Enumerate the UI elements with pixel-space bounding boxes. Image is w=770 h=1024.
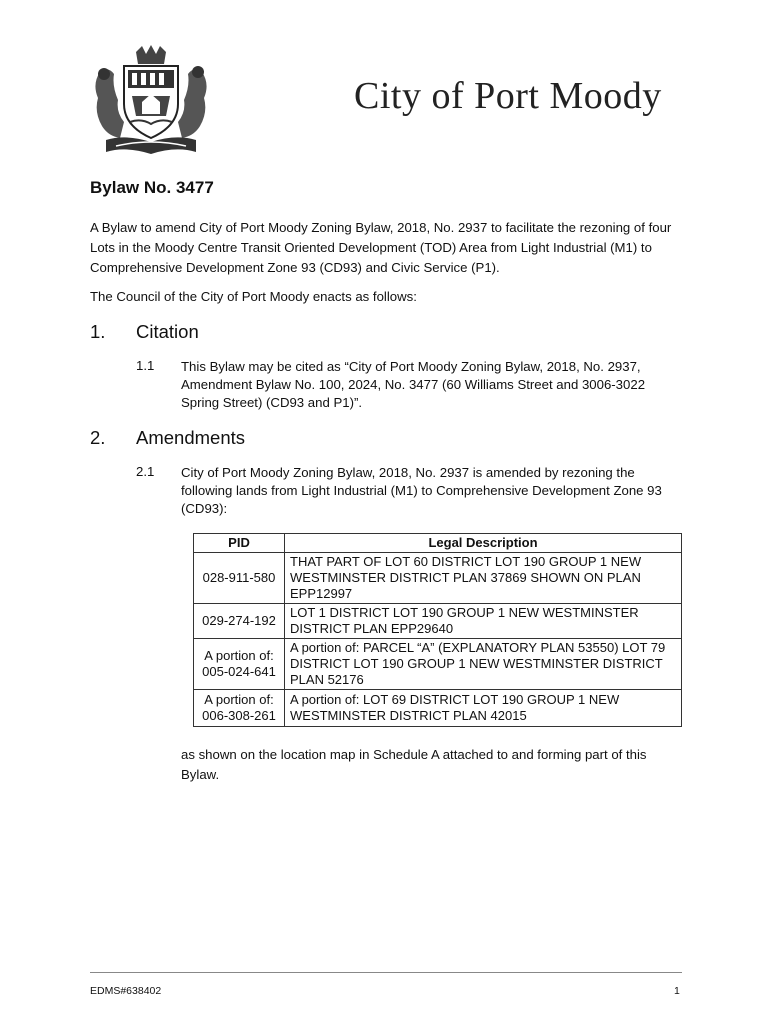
subsection-text-amendments: City of Port Moody Zoning Bylaw, 2018, No. 2937 is amended by rezoning the following lands from Light Industrial (M1) to Comprehensive Development Zone 93 (CD93): <box>181 465 662 516</box>
organization-title: City of Port Moody <box>354 75 662 117</box>
table-cell-description: LOT 1 DISTRICT LOT 190 GROUP 1 NEW WESTMINSTER DISTRICT PLAN EPP29640 <box>285 604 682 639</box>
enactment-statement: The Council of the City of Port Moody enacts as follows: <box>90 289 417 304</box>
table-cell-description: THAT PART OF LOT 60 DISTRICT LOT 190 GROUP 1 NEW WESTMINSTER DISTRICT PLAN 37869 SHOWN ON PLAN EPP12997 <box>285 553 682 604</box>
table-row <box>194 639 682 690</box>
subsection-text-citation: This Bylaw may be cited as “City of Port Moody Zoning Bylaw, 2018, No. 2937, Amendment Bylaw No. 100, 2024, No. 3477 (60 Williams Street and 3006-3022 Spring Street) (CD93 and P1)”. <box>181 359 646 410</box>
legal-description-table <box>193 533 682 727</box>
document-id: EDMS#638402 <box>90 985 162 997</box>
column-header-legal-description: Legal Description <box>285 534 682 553</box>
section-title-amendments: Amendments <box>136 427 245 448</box>
table-row <box>194 553 682 604</box>
footer-divider <box>90 972 682 973</box>
city-crest-logo <box>86 42 216 160</box>
subsection-number: 1.1 <box>136 358 155 373</box>
table-cell-pid: A portion of: 005-024-641 <box>194 639 285 690</box>
subsection-number: 2.1 <box>136 464 155 479</box>
bylaw-number: Bylaw No. 3477 <box>90 178 214 197</box>
table-row <box>194 604 682 639</box>
section-number: 1. <box>90 321 106 342</box>
section-number: 2. <box>90 427 106 448</box>
table-header-row <box>194 534 682 553</box>
schedule-reference: as shown on the location map in Schedule A attached to and forming part of this Bylaw. <box>181 747 647 782</box>
table-cell-description: A portion of: PARCEL “A” (EXPLANATORY PLAN 53550) LOT 79 DISTRICT LOT 190 GROUP 1 NEW WESTMINSTER DISTRICT PLAN 52176 <box>285 639 682 690</box>
section-title-citation: Citation <box>136 321 199 342</box>
column-header-pid: PID <box>194 534 285 553</box>
table-cell-pid: 029-274-192 <box>194 604 285 639</box>
page-number: 1 <box>674 985 680 997</box>
bylaw-intro: A Bylaw to amend City of Port Moody Zoning Bylaw, 2018, No. 2937 to facilitate the rezoning of four Lots in the Moody Centre Transit Oriented Development (TOD) Area from Light Industrial (M1) to Comprehensive Development Zone 93 (CD93) and Civic Service (P1). <box>90 220 672 275</box>
table-cell-pid: A portion of: 006-308-261 <box>194 690 285 727</box>
table-cell-pid: 028-911-580 <box>194 553 285 604</box>
table-row <box>194 690 682 727</box>
table-cell-description: A portion of: LOT 69 DISTRICT LOT 190 GROUP 1 NEW WESTMINSTER DISTRICT PLAN 42015 <box>285 690 682 727</box>
